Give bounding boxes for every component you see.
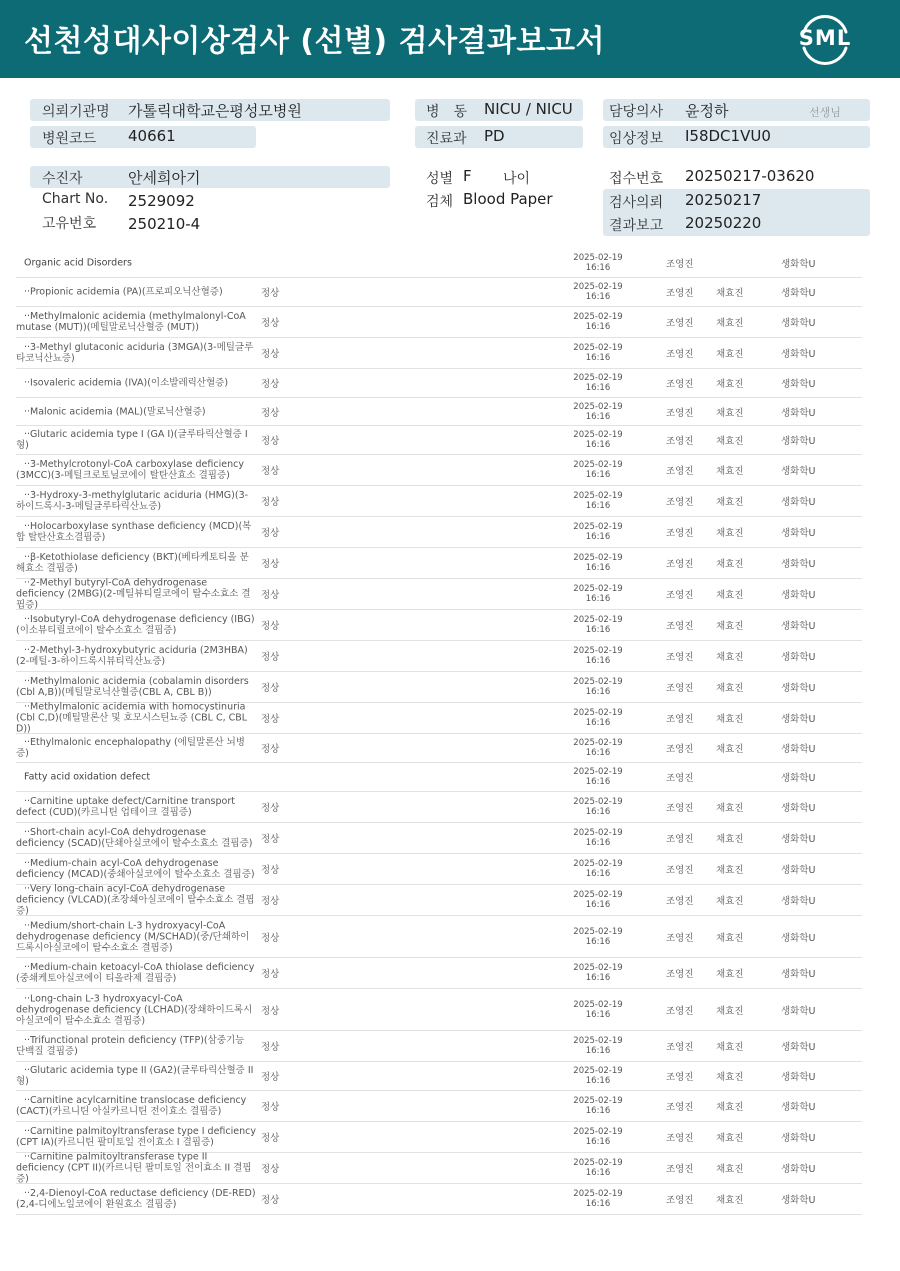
test-datetime: 2025-02-19 16:16 [573, 584, 623, 604]
test-department: 생화학U [781, 528, 816, 539]
hospital-code-label: 병원코드 [42, 131, 97, 147]
reviewer-2: 채효진 [716, 1072, 744, 1083]
test-datetime: 2025-02-19 16:16 [573, 430, 623, 450]
reviewer-2: 채효진 [716, 497, 744, 508]
test-name: ··Glutaric acidemia type II (GA2)(글루타릭산혈증 II형) [16, 1065, 254, 1087]
test-result: 정상 [261, 559, 280, 570]
test-datetime: 2025-02-19 16:16 [573, 343, 623, 363]
age-label: 나이 [503, 171, 531, 187]
table-row [16, 278, 862, 307]
test-name: ··Methylmalonic acidemia (cobalamin disorders (Cbl A,B))(메틸말로닉산혈증(CBL A, CBL B)) [16, 676, 249, 698]
test-department: 생화학U [781, 379, 816, 390]
test-name: ··Carnitine uptake defect/Carnitine transport defect (CUD)(카르니틴 업테이크 결핍증) [16, 796, 235, 818]
logo-text: SML [798, 26, 852, 50]
table-row [16, 398, 862, 426]
dept-value: PD [484, 127, 505, 145]
reviewer-1: 조영진 [666, 1102, 694, 1113]
report-value: 20250220 [685, 214, 762, 232]
test-name: ··Carnitine palmitoyltransferase type I deficiency (CPT IA)(카르니틴 팔미토일 전이효소 I 결핍증) [16, 1126, 256, 1148]
test-datetime: 2025-02-19 16:16 [573, 677, 623, 697]
reviewer-2: 채효진 [716, 288, 744, 299]
reviewer-1: 조영진 [666, 932, 694, 944]
test-result: 정상 [261, 288, 280, 299]
reviewer-2: 채효진 [716, 865, 744, 876]
test-department: 생화학U [781, 621, 816, 632]
reviewer-2: 채효진 [716, 744, 744, 755]
test-department: 생화학U [781, 1102, 816, 1113]
test-result: 정상 [261, 969, 280, 980]
test-department: 생화학U [781, 834, 816, 845]
table-row [16, 641, 862, 672]
test-name: ··Malonic acidemia (MAL)(말로닉산혈증) [24, 406, 206, 417]
test-name: ··Propionic acidemia (PA)(프로피오닉산혈증) [24, 286, 223, 298]
test-result: 정상 [261, 379, 280, 390]
receipt-label: 접수번호 [609, 171, 664, 187]
reviewer-2: 채효진 [716, 318, 744, 329]
test-datetime: 2025-02-19 16:16 [573, 646, 623, 666]
test-name: ··3-Methylcrotonyl-CoA carboxylase deficiency (3MCC)(3-메틸크로토닐코에이 탈탄산효소 결핍증) [16, 459, 244, 481]
test-datetime: 2025-02-19 16:16 [573, 1066, 623, 1086]
table-row [16, 885, 862, 916]
examinee-value: 안세희아기 [128, 169, 201, 187]
test-result: 정상 [261, 683, 280, 694]
reviewer-1: 조영진 [666, 1072, 694, 1083]
test-department: 생화학U [781, 683, 816, 694]
reviewer-1: 조영진 [666, 803, 694, 814]
reviewer-1: 조영진 [666, 714, 694, 725]
results-table [16, 248, 862, 1215]
reviewer-1: 조영진 [666, 865, 694, 876]
reviewer-1: 조영진 [666, 969, 694, 980]
test-department: 생화학U [781, 497, 816, 508]
test-datetime: 2025-02-19 16:16 [573, 401, 623, 422]
reviewer-1: 조영진 [666, 896, 694, 907]
reviewer-2: 채효진 [716, 379, 744, 390]
test-name: ··Medium-chain ketoacyl-CoA thiolase deficiency (중쇄케토아실코에이 티올라제 결핍증) [16, 962, 255, 984]
test-result: 정상 [261, 744, 280, 755]
table-row [16, 792, 862, 823]
reviewer-1: 조영진 [666, 349, 694, 360]
reviewer-2: 채효진 [716, 528, 744, 539]
test-result: 정상 [261, 714, 280, 725]
test-department: 생화학U [781, 407, 816, 419]
table-row [16, 1153, 862, 1184]
test-department: 생화학U [781, 436, 816, 447]
reviewer-1: 조영진 [666, 621, 694, 632]
test-datetime: 2025-02-19 16:16 [573, 1158, 623, 1178]
table-row [16, 1062, 862, 1091]
test-result: 정상 [261, 896, 280, 907]
test-datetime: 2025-02-19 16:16 [573, 522, 623, 542]
reviewer-1: 조영진 [666, 559, 694, 570]
test-datetime: 2025-02-19 16:16 [573, 999, 623, 1020]
table-row [16, 486, 862, 517]
test-department: 생화학U [781, 318, 816, 329]
table-row [16, 579, 862, 610]
test-name: ··Glutaric acidemia type I (GA I)(글루타릭산혈증 I형) [16, 429, 248, 451]
reviewer-2: 채효진 [716, 1164, 744, 1175]
test-result: 정상 [261, 1005, 280, 1017]
test-department: 생화학U [781, 1005, 816, 1017]
reviewer-2: 채효진 [716, 683, 744, 694]
receipt-value: 20250217-03620 [685, 167, 815, 185]
specimen-value: Blood Paper [463, 190, 553, 208]
reviewer-1: 조영진 [666, 466, 694, 477]
clinical-label: 임상정보 [609, 131, 664, 147]
table-row [16, 1091, 862, 1122]
test-result: 정상 [261, 865, 280, 876]
table-row [16, 455, 862, 486]
test-department: 생화학U [781, 773, 816, 784]
hospital-code-value: 40661 [128, 127, 176, 145]
test-datetime: 2025-02-19 16:16 [573, 373, 623, 393]
reviewer-2: 채효진 [716, 834, 744, 845]
sex-label: 성별 [426, 171, 454, 187]
test-datetime: 2025-02-19 16:16 [573, 460, 623, 480]
test-department: 생화학U [781, 1164, 816, 1175]
reviewer-2: 채효진 [716, 466, 744, 477]
test-name: ··Ethylmalonic encephalopathy (에틸말론산 뇌병증) [16, 737, 245, 759]
test-result: 정상 [261, 1102, 280, 1113]
reviewer-2: 채효진 [716, 652, 744, 663]
test-datetime: 2025-02-19 16:16 [573, 553, 623, 573]
chart-value: 2529092 [128, 192, 195, 210]
table-row [16, 823, 862, 854]
test-name: ··2-Methyl butyryl-CoA dehydrogenase deficiency (2MBG)(2-메틸뷰티릴코에이 탈수소효소 결핍증) [16, 577, 251, 611]
test-department: 생화학U [781, 1195, 816, 1206]
chart-label: Chart No. [42, 191, 109, 207]
reviewer-2: 채효진 [716, 621, 744, 632]
table-row [16, 610, 862, 641]
reviewer-2: 채효진 [716, 407, 744, 419]
reviewer-1: 조영진 [666, 773, 694, 784]
test-name: ··3-Methyl glutaconic aciduria (3MGA)(3-메틸글루타코닉산뇨증) [16, 342, 254, 364]
test-datetime: 2025-02-19 16:16 [573, 282, 623, 302]
reviewer-2: 채효진 [716, 349, 744, 360]
test-name: ··2,4-Dienoyl-CoA reductase deficiency (DE-RED)(2,4-디에노일코에이 환원효소 결핍증) [16, 1188, 256, 1210]
category-row [16, 248, 862, 278]
table-row [16, 517, 862, 548]
test-result: 정상 [261, 497, 280, 508]
reviewer-1: 조영진 [666, 652, 694, 663]
reviewer-1: 조영진 [666, 1005, 694, 1017]
test-datetime: 2025-02-19 16:16 [573, 828, 623, 848]
examinee-field [30, 166, 390, 188]
test-datetime: 2025-02-19 16:16 [573, 859, 623, 879]
reviewer-2: 채효진 [716, 714, 744, 725]
test-department: 생화학U [781, 1042, 816, 1053]
test-name: ··Isobutyryl-CoA dehydrogenase deficiency (IBG)(이소뷰티릴코에이 탈수소효소 결핍증) [16, 614, 255, 636]
reviewer-1: 조영진 [666, 379, 694, 390]
test-department: 생화학U [781, 258, 816, 270]
reviewer-1: 조영진 [666, 590, 694, 601]
table-row [16, 958, 862, 989]
test-department: 생화학U [781, 932, 816, 944]
request-value: 20250217 [685, 191, 762, 209]
test-result: 정상 [261, 466, 280, 477]
test-datetime: 2025-02-19 16:16 [573, 491, 623, 511]
test-datetime: 2025-02-19 16:16 [573, 312, 623, 332]
test-result: 정상 [261, 528, 280, 539]
reviewer-1: 조영진 [666, 744, 694, 755]
table-row [16, 338, 862, 369]
test-department: 생화학U [781, 744, 816, 755]
test-department: 생화학U [781, 559, 816, 570]
test-name: ··2-Methyl-3-hydroxybutyric aciduria (2M3HBA)(2-메틸-3-하이드록시뷰티릭산뇨증) [16, 645, 248, 667]
test-name: ··Very long-chain acyl-CoA dehydrogenase deficiency (VLCAD)(초장쇄아실코에이 탈수소효소 결핍증) [16, 883, 255, 917]
test-name: ··3-Hydroxy-3-methylglutaric aciduria (HMG)(3-하이드록시-3-메틸글루타릭산뇨증) [16, 490, 249, 512]
test-datetime: 2025-02-19 16:16 [573, 890, 623, 910]
request-label: 검사의뢰 [609, 195, 664, 211]
test-name: ··Methylmalonic acidemia (methylmalonyl-CoA mutase (MUT))(메틸말로닉산혈증 (MUT)) [16, 311, 246, 333]
reviewer-2: 채효진 [716, 1133, 744, 1144]
test-result: 정상 [261, 932, 280, 944]
test-datetime: 2025-02-19 16:16 [573, 708, 623, 728]
test-datetime: 2025-02-19 16:16 [573, 963, 623, 983]
table-row [16, 989, 862, 1031]
institution-label: 의뢰기관명 [42, 104, 110, 120]
table-row [16, 854, 862, 885]
reviewer-2: 채효진 [716, 896, 744, 907]
clinical-value: I58DC1VU0 [685, 127, 771, 145]
test-name: ··Long-chain L-3 hydroxyacyl-CoA dehydrogenase deficiency (LCHAD)(장쇄하이드록시아실코에이 탈수소효소 결핍증) [16, 993, 253, 1026]
test-datetime: 2025-02-19 16:16 [573, 797, 623, 817]
test-datetime: 2025-02-19 16:16 [573, 1096, 623, 1116]
test-result: 정상 [261, 621, 280, 632]
table-row [16, 672, 862, 703]
test-datetime: 2025-02-19 16:16 [573, 738, 623, 758]
test-datetime: 2025-02-19 16:16 [573, 1127, 623, 1147]
test-datetime: 2025-02-19 16:16 [573, 767, 623, 787]
reviewer-2: 채효진 [716, 1005, 744, 1017]
sex-value: F [463, 167, 472, 185]
reviewer-2: 채효진 [716, 590, 744, 601]
test-datetime: 2025-02-19 16:16 [573, 1036, 623, 1056]
unique-value: 250210-4 [128, 215, 201, 233]
reviewer-1: 조영진 [666, 1042, 694, 1053]
reviewer-2: 채효진 [716, 559, 744, 570]
test-department: 생화학U [781, 865, 816, 876]
report-header [0, 0, 900, 78]
ward-label: 병 동 [426, 104, 468, 120]
reviewer-2: 채효진 [716, 1195, 744, 1206]
test-department: 생화학U [781, 714, 816, 725]
unique-label: 고유번호 [42, 216, 97, 232]
report-label: 결과보고 [609, 218, 664, 234]
test-name: ··β-Ketothiolase deficiency (BKT)(베타케토티올 분해효소 결핍증) [16, 552, 249, 574]
test-name: ··Medium-chain acyl-CoA dehydrogenase deficiency (MCAD)(중쇄아실코에이 탈수소효소 결핍증) [16, 858, 255, 880]
reviewer-1: 조영진 [666, 528, 694, 539]
reviewer-2: 채효진 [716, 1042, 744, 1053]
test-datetime: 2025-02-19 16:16 [573, 926, 623, 947]
reviewer-1: 조영진 [666, 318, 694, 329]
test-result: 정상 [261, 1072, 280, 1083]
reviewer-1: 조영진 [666, 436, 694, 447]
reviewer-1: 조영진 [666, 834, 694, 845]
test-name: ··Isovaleric acidemia (IVA)(이소발레릭산혈증) [24, 377, 229, 389]
table-row [16, 369, 862, 398]
test-department: 생화학U [781, 349, 816, 360]
test-name: Fatty acid oxidation defect [24, 771, 151, 783]
test-department: 생화학U [781, 803, 816, 814]
table-row [16, 1031, 862, 1062]
specimen-label: 검체 [426, 194, 454, 210]
reviewer-1: 조영진 [666, 1195, 694, 1206]
category-row [16, 763, 862, 792]
reviewer-1: 조영진 [666, 258, 694, 270]
test-department: 생화학U [781, 590, 816, 601]
reviewer-2: 채효진 [716, 932, 744, 944]
reviewer-2: 채효진 [716, 969, 744, 980]
table-row [16, 426, 862, 455]
test-result: 정상 [261, 349, 280, 360]
test-result: 정상 [261, 1133, 280, 1144]
reviewer-1: 조영진 [666, 407, 694, 419]
examinee-label: 수진자 [42, 171, 83, 187]
institution-value: 가톨릭대학교은평성모병원 [128, 102, 302, 120]
table-row [16, 1184, 862, 1215]
test-name: ··Short-chain acyl-CoA dehydrogenase deficiency (SCAD)(단쇄아실코에이 탈수소효소 결핍증) [16, 827, 253, 849]
test-name: ··Trifunctional protein deficiency (TFP)(삼중기능 단백질 결핍증) [16, 1035, 245, 1057]
table-row [16, 916, 862, 958]
test-result: 정상 [261, 1042, 280, 1053]
test-name: ··Carnitine palmitoyltransferase type II deficiency (CPT II)(카르니틴 팔미토일 전이효소 II 결핍증) [16, 1151, 252, 1185]
reviewer-2: 채효진 [716, 803, 744, 814]
test-name: ··Holocarboxylase synthase deficiency (MCD)(복합 탈탄산효소결핍증) [16, 521, 252, 543]
test-result: 정상 [261, 590, 280, 601]
test-result: 정상 [261, 652, 280, 663]
test-result: 정상 [261, 318, 280, 329]
test-department: 생화학U [781, 969, 816, 980]
test-department: 생화학U [781, 896, 816, 907]
test-datetime: 2025-02-19 16:16 [573, 615, 623, 635]
test-datetime: 2025-02-19 16:16 [573, 1189, 623, 1209]
test-name: ··Methylmalonic acidemia with homocystinuria (Cbl C,D)(메틸말론산 및 호모시스틴뇨증 (CBL C, CBL D)) [16, 701, 248, 735]
table-row [16, 548, 862, 579]
doctor-label: 담당의사 [609, 104, 664, 120]
test-result: 정상 [261, 1164, 280, 1175]
test-result: 정상 [261, 407, 280, 419]
report-title: 선천성대사이상검사 (선별) 검사결과보고서 [24, 24, 605, 59]
test-datetime: 2025-02-19 16:16 [573, 252, 623, 273]
test-name: ··Medium/short-chain L-3 hydroxyacyl-CoA dehydrogenase deficiency (M/SCHAD)(중/단쇄하이드록시아실코에이 탈수소효소 결핍증) [16, 920, 250, 953]
doctor-value: 윤정하 [685, 102, 729, 120]
test-department: 생화학U [781, 1133, 816, 1144]
ward-value: NICU / NICU [484, 100, 573, 118]
table-row [16, 307, 862, 338]
reviewer-2: 채효진 [716, 1102, 744, 1113]
test-result: 정상 [261, 803, 280, 814]
test-result: 정상 [261, 834, 280, 845]
test-result: 정상 [261, 436, 280, 447]
table-row [16, 1122, 862, 1153]
reviewer-1: 조영진 [666, 1164, 694, 1175]
reviewer-1: 조영진 [666, 683, 694, 694]
test-result: 정상 [261, 1195, 280, 1206]
test-department: 생화학U [781, 288, 816, 299]
test-department: 생화학U [781, 1072, 816, 1083]
test-department: 생화학U [781, 466, 816, 477]
table-row [16, 734, 862, 763]
reviewer-2: 채효진 [716, 436, 744, 447]
sml-logo [796, 12, 854, 66]
reviewer-1: 조영진 [666, 288, 694, 299]
test-department: 생화학U [781, 652, 816, 663]
reviewer-1: 조영진 [666, 497, 694, 508]
test-name: ··Carnitine acylcarnitine translocase deficiency (CACT)(카르니틴 아실카르니틴 전이효소 결핍증) [16, 1095, 247, 1117]
doctor-suffix: 선생님 [809, 106, 841, 119]
reviewer-1: 조영진 [666, 1133, 694, 1144]
table-row [16, 703, 862, 734]
dept-label: 진료과 [426, 131, 467, 147]
test-name: Organic acid Disorders [24, 257, 132, 268]
